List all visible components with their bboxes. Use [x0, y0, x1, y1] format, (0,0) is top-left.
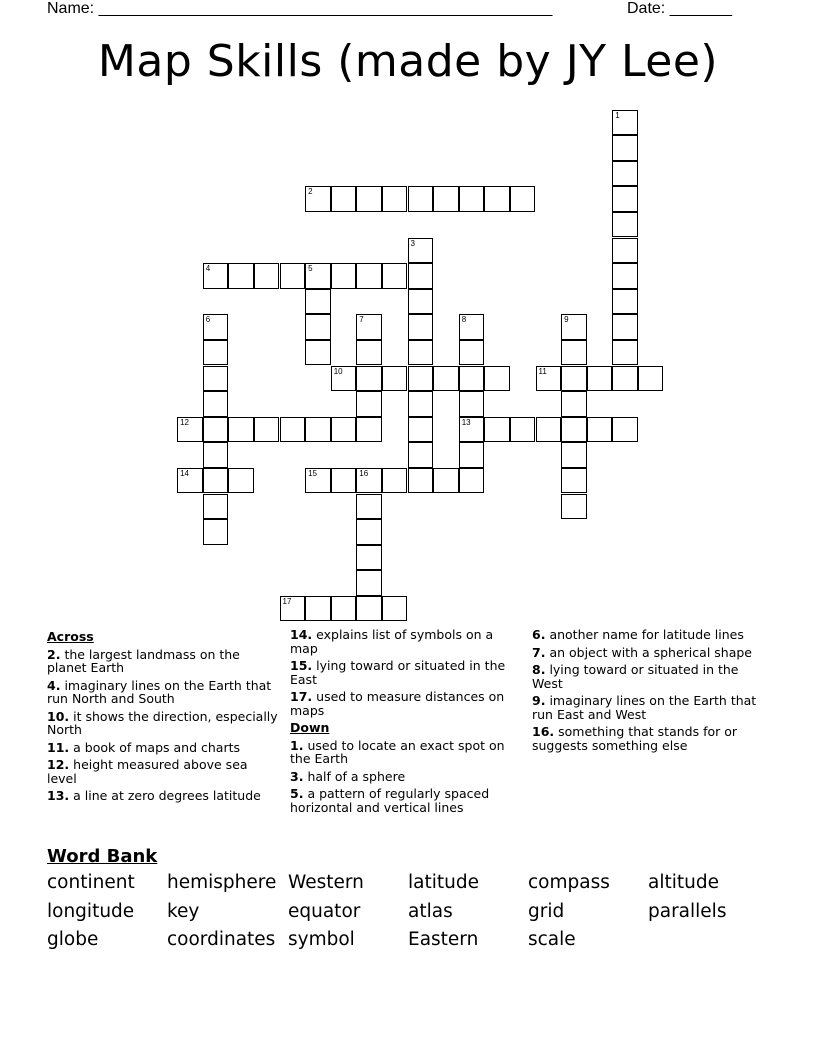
- word-bank-word: equator: [288, 901, 361, 922]
- crossword-cell[interactable]: [408, 289, 434, 315]
- crossword-cell[interactable]: [331, 417, 357, 443]
- word-bank-word: scale: [528, 929, 576, 950]
- clue-down-7: [532, 646, 764, 660]
- cell-number: 5: [308, 264, 313, 274]
- crossword-cell[interactable]: [587, 366, 613, 392]
- crossword-cell[interactable]: [382, 263, 408, 289]
- crossword-cell[interactable]: [459, 417, 485, 443]
- crossword-cell[interactable]: [561, 340, 587, 366]
- crossword-cell[interactable]: [561, 417, 587, 443]
- clue-number: 14.: [290, 627, 313, 642]
- cell-number: 12: [180, 417, 189, 427]
- clue-down-5: [290, 787, 522, 814]
- crossword-cell[interactable]: [561, 391, 587, 417]
- crossword-cell[interactable]: [459, 468, 485, 494]
- crossword-cell[interactable]: [561, 314, 587, 340]
- crossword-cell[interactable]: [612, 314, 638, 340]
- crossword-cell[interactable]: [203, 519, 229, 545]
- crossword-cell[interactable]: [612, 340, 638, 366]
- crossword-cell[interactable]: [356, 417, 382, 443]
- cell-number: 16: [359, 468, 369, 478]
- crossword-cell[interactable]: [356, 468, 382, 494]
- crossword-cell[interactable]: [408, 186, 434, 212]
- crossword-cell[interactable]: [356, 494, 382, 520]
- crossword-cell[interactable]: [382, 468, 408, 494]
- clue-number: 11.: [47, 739, 70, 755]
- crossword-cell[interactable]: [356, 545, 382, 571]
- crossword-cell[interactable]: [408, 340, 434, 366]
- clue-text: lying toward or situated in the West: [532, 662, 739, 691]
- clue-across-15: [290, 659, 522, 686]
- clue-down-9: [532, 694, 764, 721]
- crossword-cell[interactable]: [305, 314, 331, 340]
- down-heading: Down: [290, 720, 330, 735]
- crossword-cell[interactable]: [203, 340, 229, 366]
- clue-number: 3.: [290, 768, 304, 784]
- crossword-cell[interactable]: [459, 391, 485, 417]
- clue-text: a pattern of regularly spaced horizontal and vertical lines: [290, 786, 490, 815]
- crossword-cell[interactable]: [561, 468, 587, 494]
- page-title: Map Skills (made by JY Lee): [97, 36, 719, 87]
- crossword-cell[interactable]: [612, 161, 638, 187]
- clue-number: 13.: [47, 788, 70, 803]
- clue-number: 8.: [532, 662, 546, 677]
- clue-across-11: [47, 741, 279, 755]
- cell-number: 15: [308, 468, 317, 478]
- clue-number: 16.: [532, 724, 555, 739]
- crossword-cell[interactable]: [612, 238, 638, 264]
- clue-text: used to locate an exact spot on the Earth: [290, 737, 505, 766]
- crossword-cell[interactable]: [612, 212, 638, 238]
- crossword-cell[interactable]: [254, 417, 280, 443]
- cell-number: 10: [333, 366, 343, 376]
- crossword-cell[interactable]: [459, 366, 485, 392]
- word-bank-word: hemisphere: [167, 872, 277, 893]
- crossword-cell[interactable]: [510, 417, 536, 443]
- crossword-cell[interactable]: [356, 314, 382, 340]
- word-bank-word: Eastern: [408, 929, 479, 950]
- crossword-cell[interactable]: [459, 314, 485, 340]
- clue-number: 1.: [290, 737, 304, 753]
- date-field-label[interactable]: Date: _______: [627, 0, 732, 17]
- crossword-cell[interactable]: [459, 186, 485, 212]
- word-bank-word: key: [167, 901, 200, 922]
- crossword-cell[interactable]: [203, 366, 229, 392]
- cell-number: 17: [282, 596, 292, 606]
- word-bank-word: Western: [288, 872, 364, 893]
- word-bank-word: atlas: [408, 901, 453, 922]
- clue-text: used to measure distances on maps: [290, 689, 505, 718]
- cell-number: 13: [461, 417, 471, 427]
- crossword-cell[interactable]: [356, 186, 382, 212]
- clue-number: 7.: [532, 644, 546, 660]
- clue-across-4: [47, 679, 279, 706]
- crossword-cell[interactable]: [484, 186, 510, 212]
- crossword-cell[interactable]: [612, 289, 638, 315]
- crossword-cell[interactable]: [433, 186, 459, 212]
- crossword-cell[interactable]: [356, 519, 382, 545]
- name-field-label[interactable]: Name: ___________________________________________________: [47, 0, 553, 17]
- clue-text: the largest landmass on the planet Earth: [47, 646, 240, 675]
- word-bank-word: latitude: [408, 872, 479, 893]
- crossword-cell[interactable]: [612, 135, 638, 161]
- clue-text: imaginary lines on the Earth that run North and South: [47, 677, 272, 706]
- crossword-cell[interactable]: [408, 442, 434, 468]
- crossword-cell[interactable]: [382, 186, 408, 212]
- clue-across-17: [290, 690, 522, 717]
- crossword-cell[interactable]: [356, 596, 382, 622]
- clue-down-16: [532, 725, 764, 752]
- crossword-cell[interactable]: [305, 263, 331, 289]
- crossword-cell[interactable]: [305, 340, 331, 366]
- crossword-cell[interactable]: [331, 366, 357, 392]
- crossword-cell[interactable]: [536, 366, 562, 392]
- clue-number: 2.: [47, 646, 61, 662]
- crossword-cell[interactable]: [356, 570, 382, 596]
- cell-number: 14: [180, 468, 189, 478]
- word-bank-word: globe: [47, 929, 99, 950]
- crossword-cell[interactable]: [356, 391, 382, 417]
- cell-number: 8: [461, 315, 467, 325]
- clue-text: lying toward or situated in the East: [290, 658, 506, 687]
- crossword-cell[interactable]: [408, 417, 434, 443]
- clue-number: 12.: [47, 757, 70, 772]
- crossword-cell[interactable]: [612, 110, 638, 136]
- word-bank-word: compass: [528, 872, 610, 893]
- word-bank-word: continent: [47, 872, 135, 893]
- crossword-cell[interactable]: [433, 366, 459, 392]
- crossword-cell[interactable]: [408, 468, 434, 494]
- clue-across-10: [47, 710, 279, 737]
- crossword-cell[interactable]: [203, 263, 229, 289]
- crossword-cell[interactable]: [254, 263, 280, 289]
- crossword-cell[interactable]: [408, 391, 434, 417]
- cell-number: 6: [205, 315, 211, 325]
- clue-down-8: [532, 663, 764, 690]
- clue-down-6: [532, 628, 764, 642]
- crossword-cell[interactable]: [587, 417, 613, 443]
- crossword-cell[interactable]: [177, 468, 203, 494]
- crossword-cell[interactable]: [280, 417, 306, 443]
- clues-column-3: [532, 628, 764, 756]
- clue-text: half of a sphere: [307, 768, 406, 784]
- clue-down-3: [290, 770, 522, 784]
- cell-number: 1: [615, 110, 620, 120]
- clues-column-2: [290, 628, 522, 818]
- word-bank-word: coordinates: [167, 929, 276, 950]
- word-bank-word: altitude: [648, 872, 719, 893]
- clue-down-1: [290, 739, 522, 766]
- crossword-cell[interactable]: [203, 314, 229, 340]
- crossword-cell[interactable]: [433, 468, 459, 494]
- clue-number: 9.: [532, 693, 546, 708]
- crossword-cell[interactable]: [612, 417, 638, 443]
- crossword-cell[interactable]: [408, 263, 434, 289]
- crossword-cell[interactable]: [305, 417, 331, 443]
- clue-text: a book of maps and charts: [73, 739, 240, 755]
- crossword-cell[interactable]: [356, 263, 382, 289]
- crossword-cell[interactable]: [536, 417, 562, 443]
- clue-text: imaginary lines on the Earth that run East and West: [532, 693, 757, 722]
- crossword-cell[interactable]: [638, 366, 664, 392]
- crossword-cell[interactable]: [305, 186, 331, 212]
- clue-number: 10.: [47, 708, 70, 724]
- crossword-cell[interactable]: [382, 596, 408, 622]
- crossword-cell[interactable]: [356, 366, 382, 392]
- crossword-cell[interactable]: [228, 468, 254, 494]
- crossword-cell[interactable]: [612, 263, 638, 289]
- crossword-cell[interactable]: [561, 494, 587, 520]
- crossword-cell[interactable]: [203, 494, 229, 520]
- crossword-cell[interactable]: [408, 366, 434, 392]
- crossword-cell[interactable]: [203, 442, 229, 468]
- clue-number: 6.: [532, 627, 546, 642]
- clue-text: another name for latitude lines: [549, 627, 744, 642]
- crossword-cell[interactable]: [408, 314, 434, 340]
- clue-number: 15.: [290, 658, 313, 673]
- clue-number: 5.: [290, 786, 304, 801]
- crossword-cell[interactable]: [280, 263, 306, 289]
- crossword-cell[interactable]: [612, 186, 638, 212]
- crossword-cell[interactable]: [561, 366, 587, 392]
- crossword-cell[interactable]: [356, 340, 382, 366]
- crossword-cell[interactable]: [484, 417, 510, 443]
- crossword-cell[interactable]: [228, 417, 254, 443]
- crossword-cell[interactable]: [203, 468, 229, 494]
- across-heading: Across: [47, 629, 94, 644]
- clue-across-12: [47, 758, 279, 785]
- clue-text: an object with a spherical shape: [549, 644, 752, 660]
- word-bank-word: grid: [528, 901, 565, 922]
- cell-number: 11: [538, 366, 547, 376]
- crossword-cell[interactable]: [510, 186, 536, 212]
- cell-number: 9: [564, 315, 569, 325]
- clue-text: height measured above sea level: [47, 757, 248, 786]
- crossword-cell[interactable]: [331, 263, 357, 289]
- crossword-cell[interactable]: [408, 238, 434, 264]
- crossword-cell[interactable]: [305, 468, 331, 494]
- crossword-cell[interactable]: [459, 442, 485, 468]
- crossword-cell[interactable]: [305, 596, 331, 622]
- cell-number: 7: [359, 315, 364, 325]
- word-bank-word: parallels: [648, 901, 727, 922]
- clue-text: something that stands for or suggests something else: [532, 724, 738, 753]
- crossword-cell[interactable]: [177, 417, 203, 443]
- clue-text: explains list of symbols on a map: [290, 627, 494, 656]
- clue-across-13: [47, 789, 279, 803]
- crossword-cell[interactable]: [459, 340, 485, 366]
- crossword-cell[interactable]: [561, 442, 587, 468]
- crossword-cell[interactable]: [331, 596, 357, 622]
- crossword-cell[interactable]: [305, 289, 331, 315]
- clue-across-2: [47, 648, 279, 675]
- crossword-cell[interactable]: [612, 366, 638, 392]
- crossword-cell[interactable]: [331, 186, 357, 212]
- clue-across-14: [290, 628, 522, 655]
- clue-number: 4.: [47, 677, 61, 693]
- clues-column-1: [47, 628, 279, 807]
- crossword-cell[interactable]: [484, 366, 510, 392]
- cell-number: 2: [308, 187, 313, 197]
- word-bank-word: longitude: [47, 901, 135, 922]
- clue-text: it shows the direction, especially North: [47, 708, 278, 737]
- word-bank-heading: Word Bank: [47, 846, 158, 867]
- crossword-cell[interactable]: [331, 468, 357, 494]
- cell-number: 3: [410, 238, 415, 248]
- crossword-cell[interactable]: [382, 366, 408, 392]
- clue-number: 17.: [290, 689, 313, 704]
- crossword-cell[interactable]: [203, 391, 229, 417]
- crossword-cell[interactable]: [228, 263, 254, 289]
- crossword-cell[interactable]: [203, 417, 229, 443]
- cell-number: 4: [205, 264, 211, 274]
- clue-text: a line at zero degrees latitude: [73, 788, 261, 803]
- crossword-cell[interactable]: [280, 596, 306, 622]
- word-bank-word: symbol: [288, 929, 355, 950]
